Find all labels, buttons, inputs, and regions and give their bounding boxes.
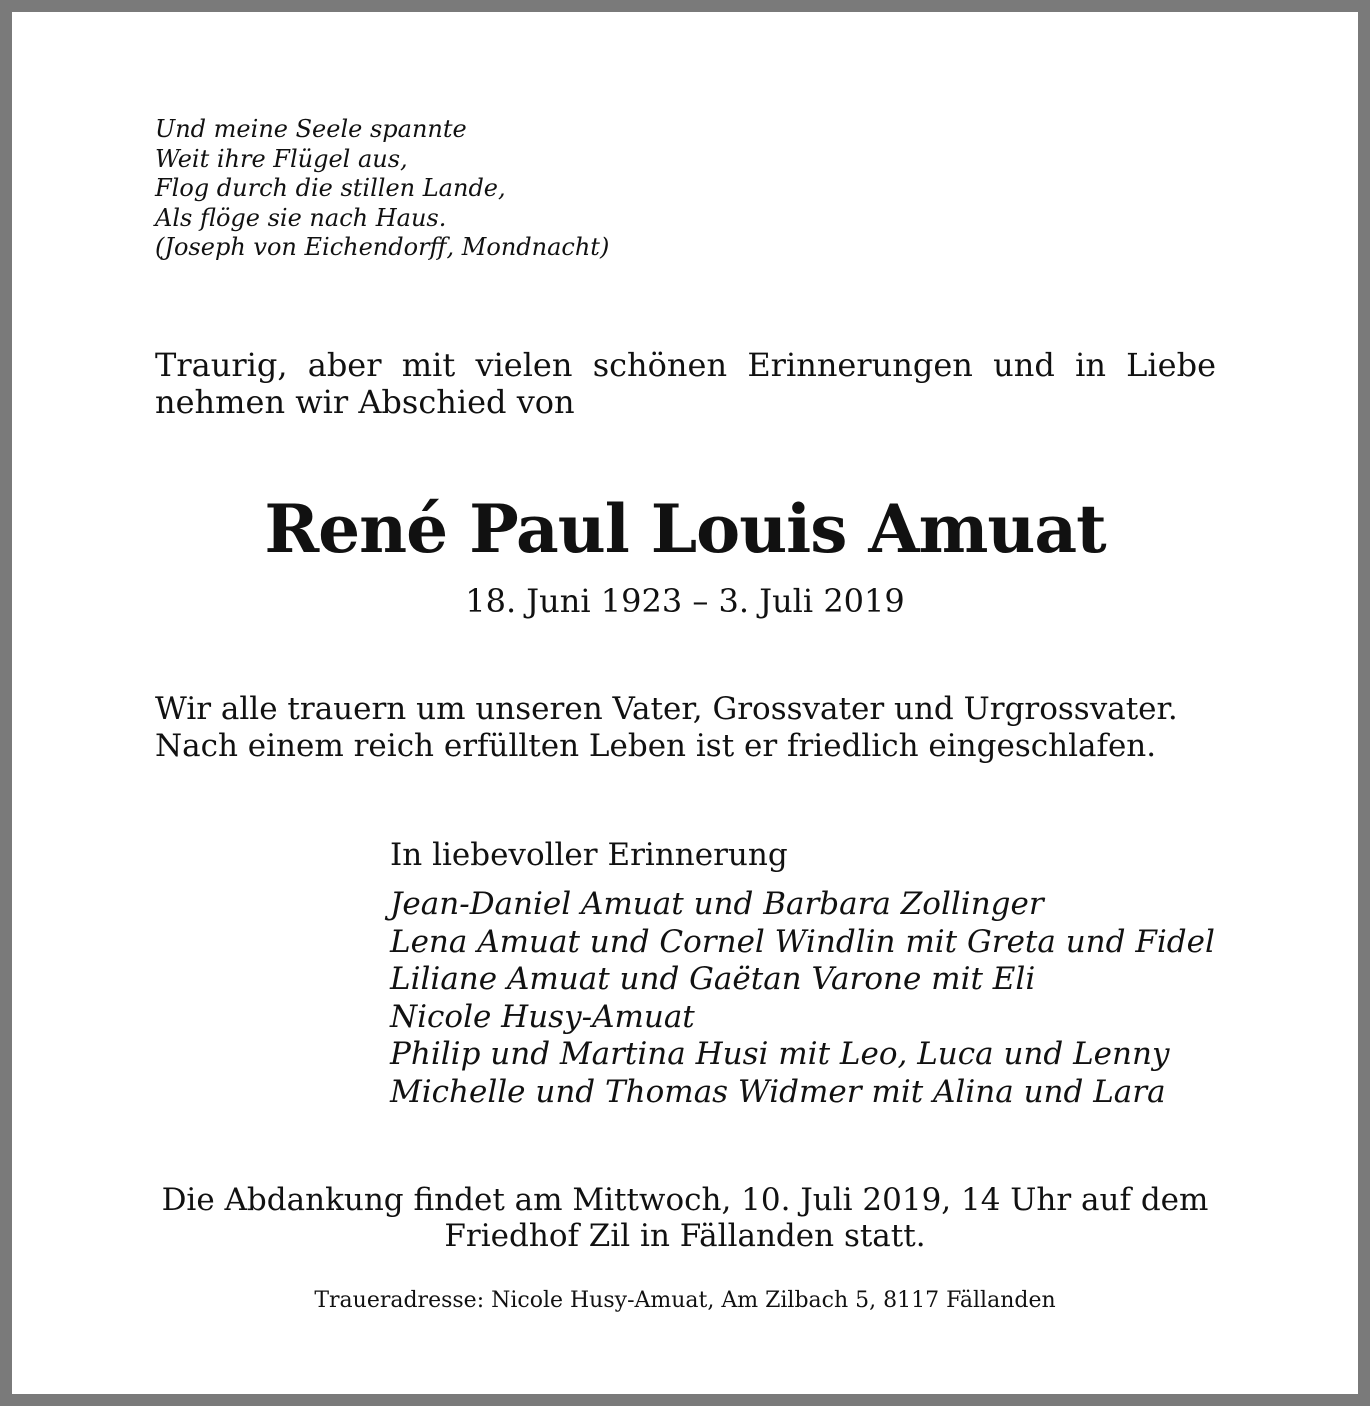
life-dates: 18. Juni 1923 – 3. Juli 2019 bbox=[465, 582, 905, 620]
service-line-2: Friedhof Zil in Fällanden statt. bbox=[444, 1218, 926, 1254]
poem-line: Als flöge sie nach Haus. bbox=[155, 203, 447, 232]
family-section bbox=[390, 836, 1215, 1111]
family-member: Lena Amuat und Cornel Windlin mit Greta und Fidel bbox=[390, 923, 1215, 960]
poem-line: Weit ihre Flügel aus, bbox=[155, 144, 408, 173]
family-member: Nicole Husy-Amuat bbox=[390, 998, 695, 1035]
deceased-name: René Paul Louis Amuat bbox=[264, 490, 1106, 568]
family-heading: In liebevoller Erinnerung bbox=[390, 837, 788, 873]
intro-text bbox=[155, 347, 1216, 421]
funeral-service-info bbox=[12, 1182, 1358, 1254]
obituary-page bbox=[12, 12, 1358, 1394]
poem bbox=[155, 115, 609, 263]
intro-line-1: Traurig, aber mit vielen schönen Erinnerungen und in Liebe bbox=[155, 346, 1216, 384]
family-member: Philip und Martina Husi mit Leo, Luca und Lenny bbox=[390, 1036, 1170, 1072]
mourning-address: Traueradresse: Nicole Husy-Amuat, Am Zilbach 5, 8117 Fällanden bbox=[314, 1288, 1056, 1313]
service-line-1: Die Abdankung findet am Mittwoch, 10. Juli 2019, 14 Uhr auf dem bbox=[161, 1182, 1209, 1218]
poem-line: Flog durch die stillen Lande, bbox=[155, 174, 506, 202]
poem-attribution: (Joseph von Eichendorff, Mondnacht) bbox=[155, 233, 610, 261]
message-line-2: Nach einem reich erfüllten Leben ist er friedlich eingeschlafen. bbox=[155, 728, 1157, 764]
mourning-message bbox=[155, 691, 1225, 765]
family-member: Liliane Amuat und Gaëtan Varone mit Eli bbox=[390, 961, 1036, 997]
family-member: Michelle und Thomas Widmer mit Alina und Lara bbox=[390, 1073, 1166, 1110]
intro-line-2: nehmen wir Abschied von bbox=[155, 383, 575, 421]
family-list bbox=[390, 886, 1215, 1111]
message-line-1: Wir alle trauern um unseren Vater, Grossvater und Urgrossvater. bbox=[155, 691, 1178, 727]
poem-line: Und meine Seele spannte bbox=[155, 115, 467, 143]
family-member: Jean-Daniel Amuat und Barbara Zollinger bbox=[390, 886, 1044, 922]
